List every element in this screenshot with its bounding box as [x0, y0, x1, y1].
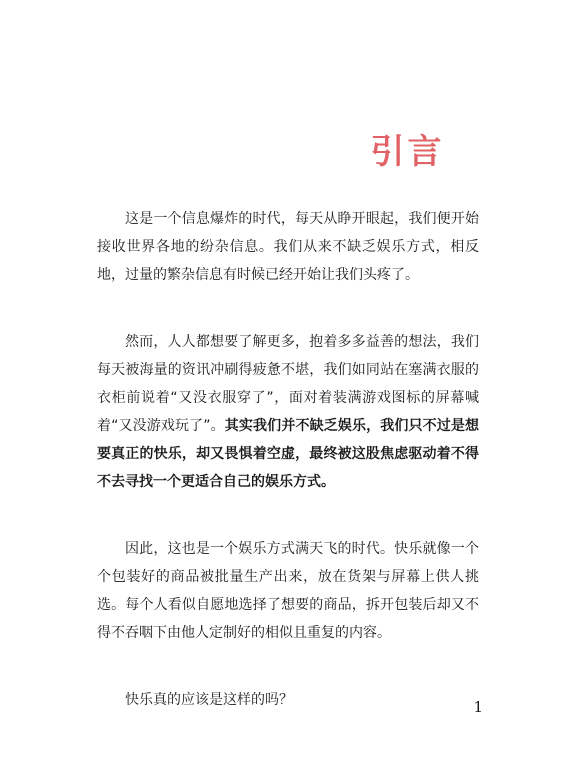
paragraph-2 — [97, 328, 479, 496]
paragraph-4 — [97, 686, 479, 714]
paragraph-1 — [97, 205, 479, 289]
paragraph-2-bold-text: 其实我们并不缺乏娱乐，我们只不过是想要真正的快乐，却又畏惧着空虚，最终被这股焦虑驱动着不得不去寻找一个更适合自己的娱乐方式。 — [97, 418, 479, 490]
paragraph-2-text: 然而，人人都想要了解更多，抱着多多益善的想法，我们每天被海量的资讯冲刷得疲惫不堪，我们如同站在塞满衣服的衣柜前说着“又没衣服穿了”，面对着装满游戏图标的屏幕喊着“又没游戏玩了”。 — [97, 334, 479, 434]
page-number: 1 — [473, 698, 483, 716]
paragraph-3-text: 因此，这也是一个娱乐方式满天飞的时代。快乐就像一个个包装好的商品被批量生产出来，放在货架与屏幕上供人挑选。每个人看似自愿地选择了想要的商品，拆开包装后却又不得不吞咽下由他人定制好的相似且重复的内容。 — [97, 541, 479, 641]
paragraph-3 — [97, 535, 479, 647]
paragraph-4-text: 快乐真的应该是这样的吗？ — [125, 692, 293, 708]
body-text — [97, 205, 479, 714]
page-title: 引言 — [370, 131, 445, 172]
paragraph-1-text: 这是一个信息爆炸的时代，每天从睁开眼起，我们便开始接收世界各地的纷杂信息。我们从来不缺乏娱乐方式，相反地，过量的繁杂信息有时候已经开始让我们头疼了。 — [97, 211, 479, 283]
